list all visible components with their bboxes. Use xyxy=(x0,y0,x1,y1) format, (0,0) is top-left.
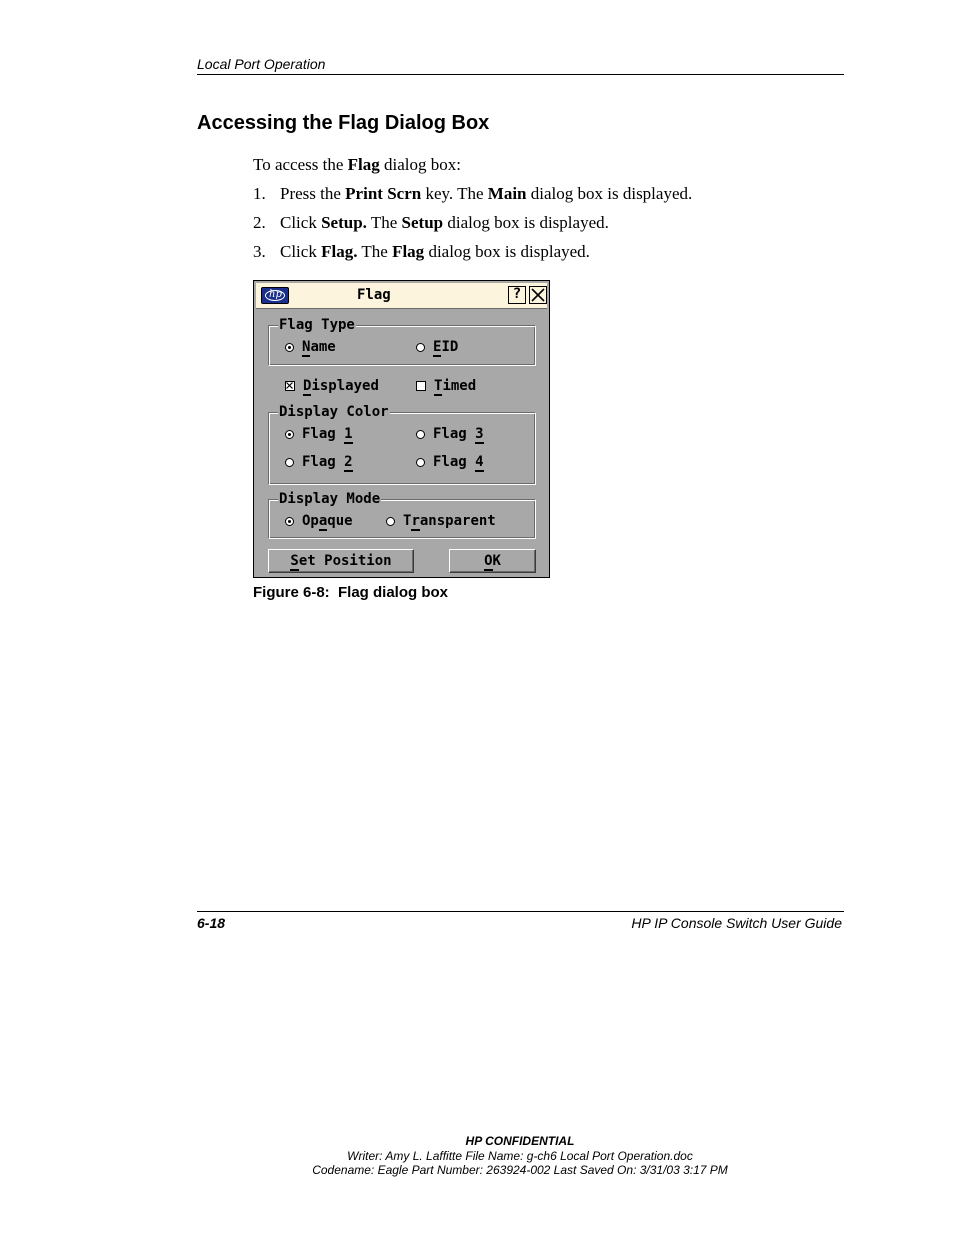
ok-button[interactable] xyxy=(449,549,536,573)
mnemonic: 4 xyxy=(475,454,484,470)
step-3 xyxy=(253,242,590,262)
step-text: The xyxy=(366,213,402,232)
radio-unselected-icon xyxy=(285,458,294,467)
display-mode-label: Display Mode xyxy=(279,491,381,507)
logo-text: hp xyxy=(269,289,282,300)
mnemonic: D xyxy=(303,378,312,394)
header-rule xyxy=(197,74,844,75)
mnemonic: S xyxy=(290,553,299,569)
radio-selected-icon xyxy=(285,343,294,352)
footer-rule xyxy=(197,911,844,912)
radio-label: Flag xyxy=(433,454,476,470)
intro-text-before: To access the xyxy=(253,155,348,174)
checkbox-label: imed xyxy=(442,378,477,394)
intro-bold: Flag xyxy=(347,155,380,174)
step-bold: Main xyxy=(487,184,527,203)
step-text: Press the xyxy=(280,184,346,203)
radio-selected-icon xyxy=(285,517,294,526)
step-text: dialog box is displayed. xyxy=(526,184,693,203)
document-info-line-2: Codename: Eagle Part Number: 263924-002 Last Saved On: 3/31/03 3:17 PM xyxy=(312,1163,728,1177)
radio-unselected-icon xyxy=(416,458,425,467)
mnemonic: 1 xyxy=(344,426,353,442)
checkbox-displayed[interactable] xyxy=(285,378,379,394)
radio-label: T xyxy=(403,513,412,529)
running-header: Local Port Operation xyxy=(197,56,326,72)
dialog-titlebar xyxy=(256,283,547,309)
radio-unselected-icon xyxy=(386,517,395,526)
mnemonic: O xyxy=(484,553,493,569)
dialog-title: Flag xyxy=(357,287,391,303)
step-text: dialog box is displayed. xyxy=(424,242,590,261)
radio-flag-4[interactable] xyxy=(416,454,484,470)
step-bold: Setup xyxy=(401,213,444,232)
step-number: 2. xyxy=(253,213,266,232)
button-label: K xyxy=(492,553,501,569)
mnemonic: T xyxy=(434,378,443,394)
checkbox-checked-icon xyxy=(285,381,295,391)
checkbox-label: isplayed xyxy=(311,378,379,394)
radio-flag-2[interactable] xyxy=(285,454,353,470)
step-bold: Setup. xyxy=(321,213,367,232)
step-1 xyxy=(253,184,692,204)
step-text: dialog box is displayed. xyxy=(443,213,609,232)
help-button[interactable]: ? xyxy=(508,286,526,304)
radio-unselected-icon xyxy=(416,343,425,352)
radio-unselected-icon xyxy=(416,430,425,439)
intro-paragraph xyxy=(253,155,461,175)
step-text: Click xyxy=(280,242,322,261)
mnemonic: r xyxy=(411,513,420,529)
step-bold: Flag xyxy=(392,242,425,261)
step-bold: Print Scrn xyxy=(345,184,422,203)
step-bold: Flag. xyxy=(321,242,358,261)
step-text: key. The xyxy=(421,184,488,203)
radio-label: Flag xyxy=(433,426,476,442)
set-position-button[interactable] xyxy=(268,549,414,573)
radio-opaque[interactable] xyxy=(285,513,353,529)
button-label: et Position xyxy=(298,553,392,569)
mnemonic: a xyxy=(318,513,328,529)
step-text: The xyxy=(357,242,393,261)
mnemonic: 2 xyxy=(344,454,353,470)
mnemonic: 3 xyxy=(475,426,484,442)
radio-selected-icon xyxy=(285,430,294,439)
display-color-group xyxy=(268,412,536,485)
mnemonic: N xyxy=(302,339,311,355)
checkbox-timed[interactable] xyxy=(416,378,476,394)
confidential-label: HP CONFIDENTIAL xyxy=(465,1134,575,1148)
intro-text-after: dialog box: xyxy=(379,155,461,174)
radio-label: ID xyxy=(441,339,459,355)
step-number: 1. xyxy=(253,184,266,203)
step-text: Click xyxy=(280,213,322,232)
radio-label: que xyxy=(327,513,353,529)
flag-type-label: Flag Type xyxy=(279,317,355,333)
document-info-line-1: Writer: Amy L. Laffitte File Name: g-ch6 Local Port Operation.doc xyxy=(347,1149,693,1163)
close-button[interactable] xyxy=(529,286,547,304)
radio-label: ansparent xyxy=(419,513,496,529)
flag-dialog xyxy=(253,280,550,578)
step-2 xyxy=(253,213,609,233)
section-heading: Accessing the Flag Dialog Box xyxy=(197,112,490,134)
radio-transparent[interactable] xyxy=(386,513,496,529)
radio-label: ame xyxy=(310,339,336,355)
mnemonic: E xyxy=(433,339,442,355)
display-color-label: Display Color xyxy=(279,404,389,420)
radio-name[interactable] xyxy=(285,339,336,355)
close-icon xyxy=(531,288,545,302)
radio-label: Op xyxy=(302,513,319,529)
step-number: 3. xyxy=(253,242,266,261)
radio-flag-1[interactable] xyxy=(285,426,353,442)
page-number: 6-18 xyxy=(197,915,226,931)
radio-label: Flag xyxy=(302,454,345,470)
hp-logo-icon xyxy=(261,287,289,304)
guide-title: HP IP Console Switch User Guide xyxy=(631,915,842,931)
radio-eid[interactable] xyxy=(416,339,458,355)
figure-caption: Figure 6-8: Flag dialog box xyxy=(253,584,449,601)
radio-label: Flag xyxy=(302,426,345,442)
radio-flag-3[interactable] xyxy=(416,426,484,442)
checkbox-unchecked-icon xyxy=(416,381,426,391)
